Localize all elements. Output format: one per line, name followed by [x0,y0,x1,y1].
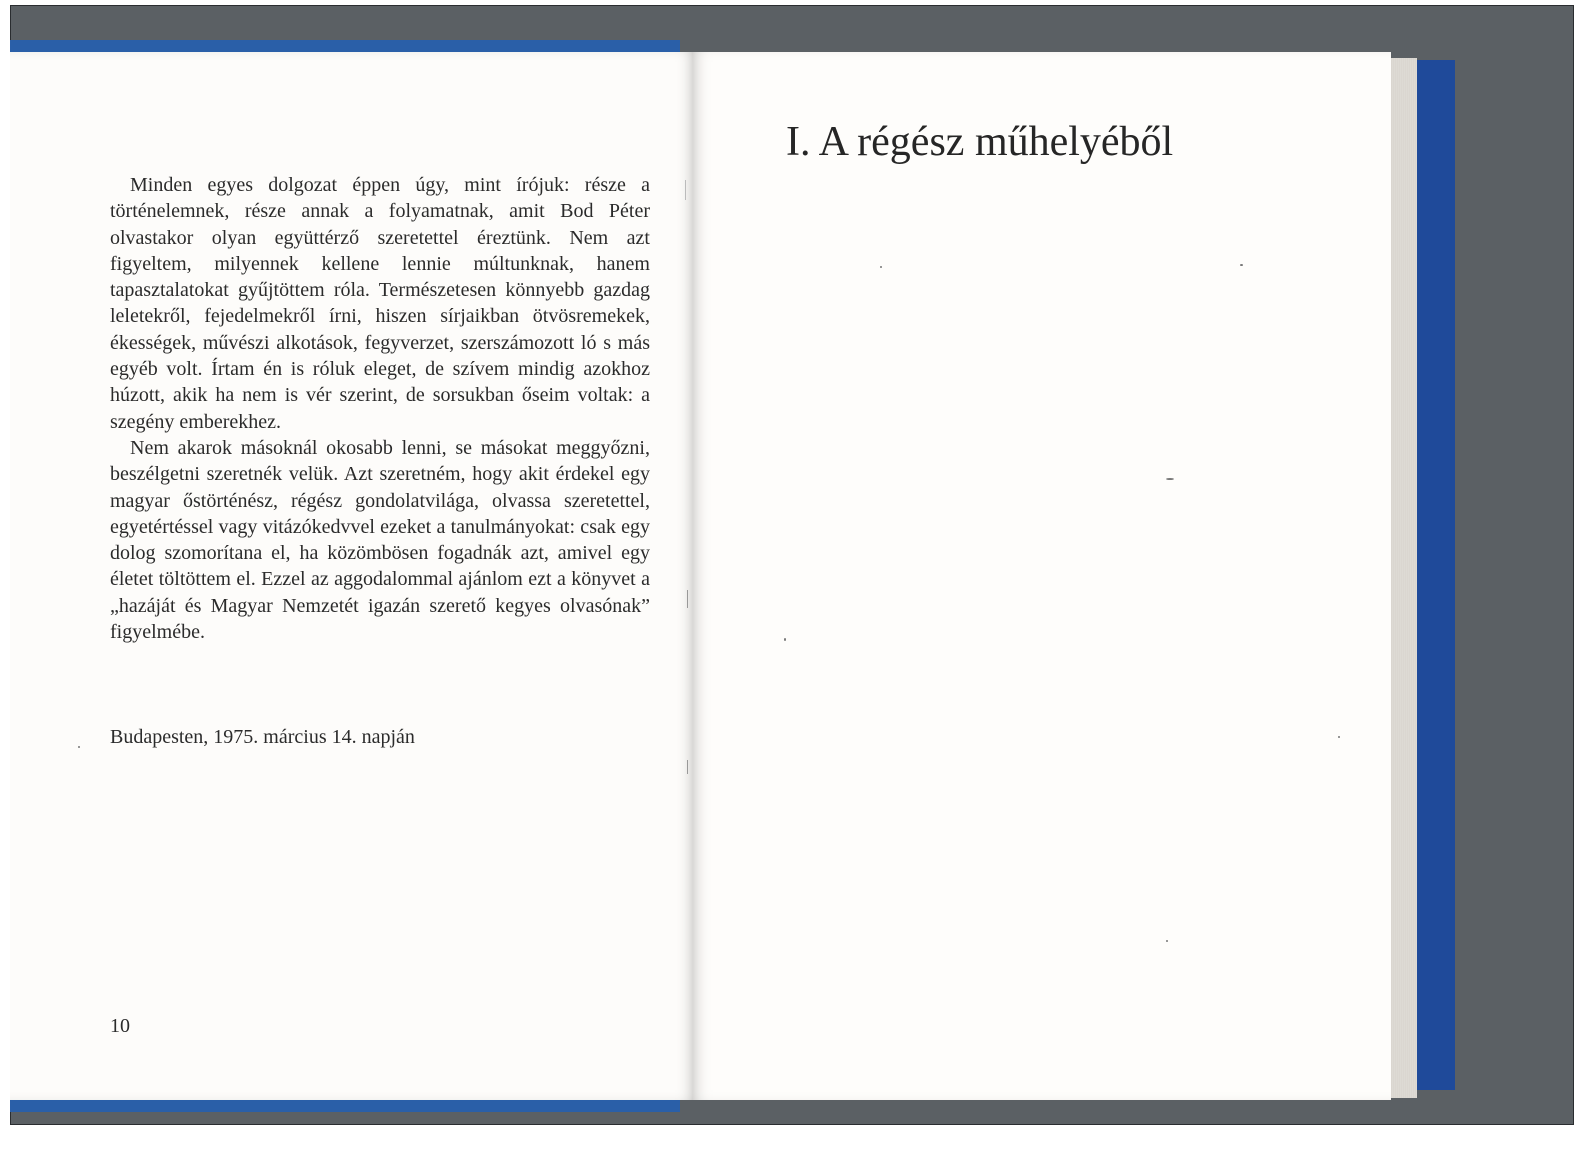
paragraph: Nem akarok másoknál okosabb lenni, se másokat meggyőzni, beszélgetni szeretnék velük. Azt szeretném, hogy akit érdekel egy magyar őstörténész, régész gondolatvilága, olvassa szeretettel, egyetértéssel vagy vitázókedvvel ezeket a tanulmányokat: csak egy dolog szomorítana el, ha közömbösen fogadnák azt, amivel egy életet töltöttem el. Ezzel az aggodalommal ajánlom ezt a könyvet a „hazáját és Magyar Nemzetét igazán szerető kegyes olvasónak” figyelmébe. [110,436,650,644]
scan-speck [1166,940,1168,942]
scan-speck [880,266,882,268]
scan-speck [784,638,786,641]
book-cover-edge-bottom [10,1100,680,1112]
preface-text [110,172,650,645]
chapter-title: I. A régész műhelyéből [786,119,1174,165]
scan-speck [1338,736,1340,738]
scan-speck [1240,264,1243,266]
left-page [10,52,695,1100]
scan-speck [687,760,688,774]
book-cover-edge-top [10,40,680,52]
scan-speck [687,590,688,608]
scan-speck [685,180,686,200]
dateline: Budapesten, 1975. március 14. napján [110,726,415,748]
paragraph: Minden egyes dolgozat éppen úgy, mint írójuk: része a történelemnek, része annak a folyamatnak, amit Bod Péter olvastakor olyan együttérző szeretettel éreztünk. Nem azt figyeltem, milyennek kellene lennie múltunknak, hanem tapasztalatokat gyűjtöttem róla. Természetesen könnyebb gazdag leletekről, fejedelmekről írni, hiszen sírjaikban ötvösremekek, ékességek, művészi alkotások, fegyverzet, szerszámozott ló s más egyéb volt. Írtam én is róluk eleget, de szívem mindig azokhoz húzott, akik ha nem is vér szerint, de sorsukban őseim voltak: a szegény emberekhez. [110,174,650,433]
scan-speck [1166,478,1174,480]
page-block-edge [1387,58,1417,1098]
page-number: 10 [110,1015,130,1037]
right-page [693,52,1391,1100]
scan-speck [78,746,80,748]
